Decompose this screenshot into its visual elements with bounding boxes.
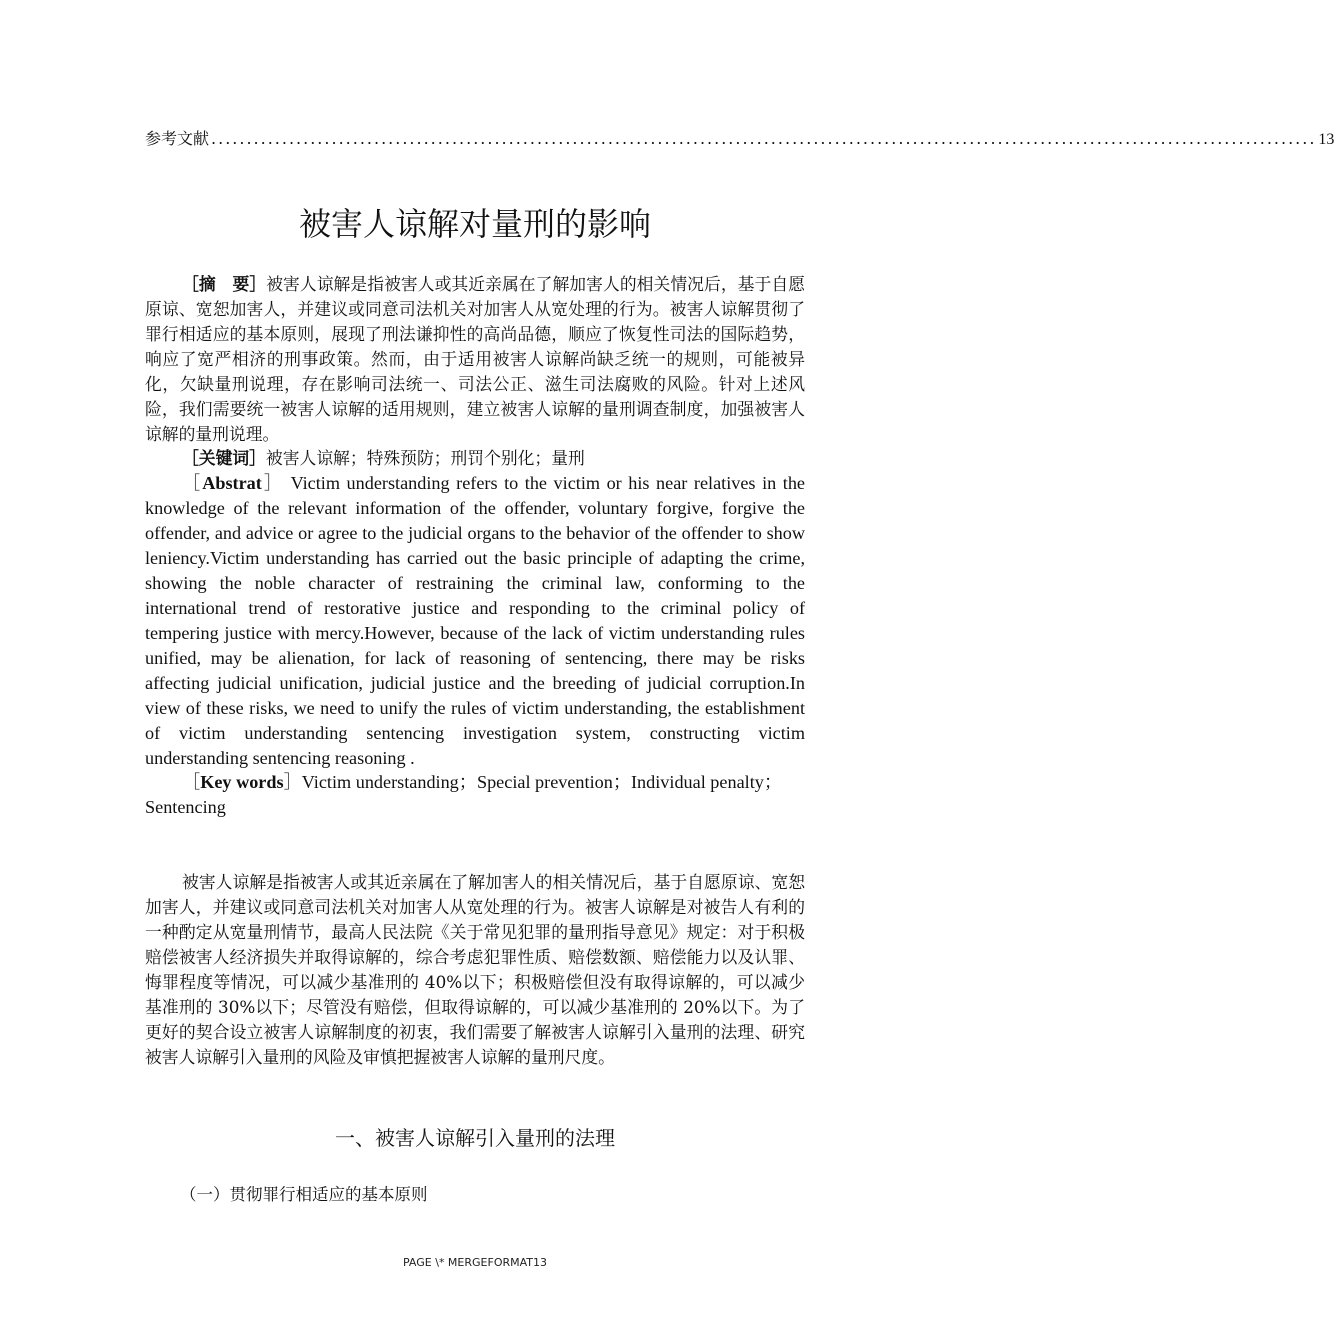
toc-entry[interactable] <box>145 128 1334 150</box>
subsection-heading: （一）贯彻罪行相适应的基本原则 <box>180 1185 428 1204</box>
abstract-cn-text: 被害人谅解是指被害人或其近亲属在了解加害人的相关情况后，基于自愿原谅、宽恕加害人，并建议或同意司法机关对加害人从宽处理的行为。被害人谅解贯彻了罪行相适应的基本原则，展现了刑法谦抑性的高尚品德，顺应了恢复性司法的国际趋势，响应了宽严相济的刑事政策。然而，由于适用被害人谅解尚缺乏统一的规则，可能被异化，欠缺量刑说理，存在影响司法统一、司法公正、滋生司法腐败的风险。针对上述风险，我们需要统一被害人谅解的适用规则，建立被害人谅解的量刑调查制度，加强被害人谅解的量刑说理。 <box>145 274 805 444</box>
abstract-en-bracket-close: ］ <box>261 473 285 493</box>
keywords-cn <box>145 446 805 471</box>
body-paragraph: 被害人谅解是指被害人或其近亲属在了解加害人的相关情况后，基于自愿原谅、宽恕加害人，并建议或同意司法机关对加害人从宽处理的行为。被害人谅解是对被告人有利的一种酌定从宽量刑情节，最高人民法院《关于常见犯罪的量刑指导意见》规定：对于积极赔偿被害人经济损失并取得谅解的，综合考虑犯罪性质、赔偿数额、赔偿能力以及认罪、悔罪程度等情况，可以减少基准刑的 40%以下；积极赔偿但没有取得谅解的，可以减少基准刑的 30%以下；尽管没有赔偿，但取得谅解的，可以减少基准刑的 20%以下。为了更好的契合设立被害人谅解制度的初衷，我们需要了解被害人谅解引入量刑的法理、研究被害人谅解引入量刑的风险及审慎把握被害人谅解的量刑尺度。 <box>145 872 805 1067</box>
page-footer-field: PAGE \* MERGEFORMAT13 <box>403 1256 547 1269</box>
keywords-cn-label: ［关键词］ <box>182 448 266 468</box>
keywords-en-label: Key words <box>200 772 284 792</box>
page-title: 被害人谅解对量刑的影响 <box>298 205 651 243</box>
abstract-en <box>145 471 805 771</box>
abstract-cn <box>145 272 805 447</box>
toc-page-number: 13 <box>1318 131 1334 148</box>
toc-label: 参考文献 <box>145 129 210 148</box>
abstract-en-label: Abstrat <box>202 473 262 493</box>
keywords-en-bracket-close: ］ <box>283 772 302 792</box>
abstract-en-text: Victim understanding refers to the victim or his near relatives in the knowledge of the relevant information of the offender, voluntary forgive, forgive the offender, and advice or agree to the judicial organs to the behavior of the offender to show leniency.Victim understanding has carried out the basic principle of adapting the crime, showing the noble character of restraining the criminal law, conforming to the international trend of restorative justice and responding to the criminal policy of tempering justice with mercy.However, because of the lack of victim understanding rules unified, may be alienation, for lack of reasoning of sentencing, there may be risks affecting judicial unification, judicial justice and the breeding of judicial corruption.In view of these risks, we need to unify the rules of victim understanding, the establishment of victim understanding sentencing investigation system, constructing victim understanding sentencing reasoning . <box>145 473 805 768</box>
keywords-en <box>145 770 805 820</box>
keywords-cn-text: 被害人谅解；特殊预防；刑罚个别化；量刑 <box>265 448 585 468</box>
toc-leader-dots: ............................................................................................................................................................ <box>211 129 1317 148</box>
keywords-en-bracket-open: ［ <box>182 772 201 792</box>
abstract-cn-label: ［摘 要］ <box>182 274 267 294</box>
abstract-en-bracket-open: ［ <box>182 473 203 493</box>
keywords-en-text: Victim understanding；Special prevention；Individual penalty；Sentencing <box>145 772 783 817</box>
section-heading: 一、被害人谅解引入量刑的法理 <box>335 1126 615 1150</box>
